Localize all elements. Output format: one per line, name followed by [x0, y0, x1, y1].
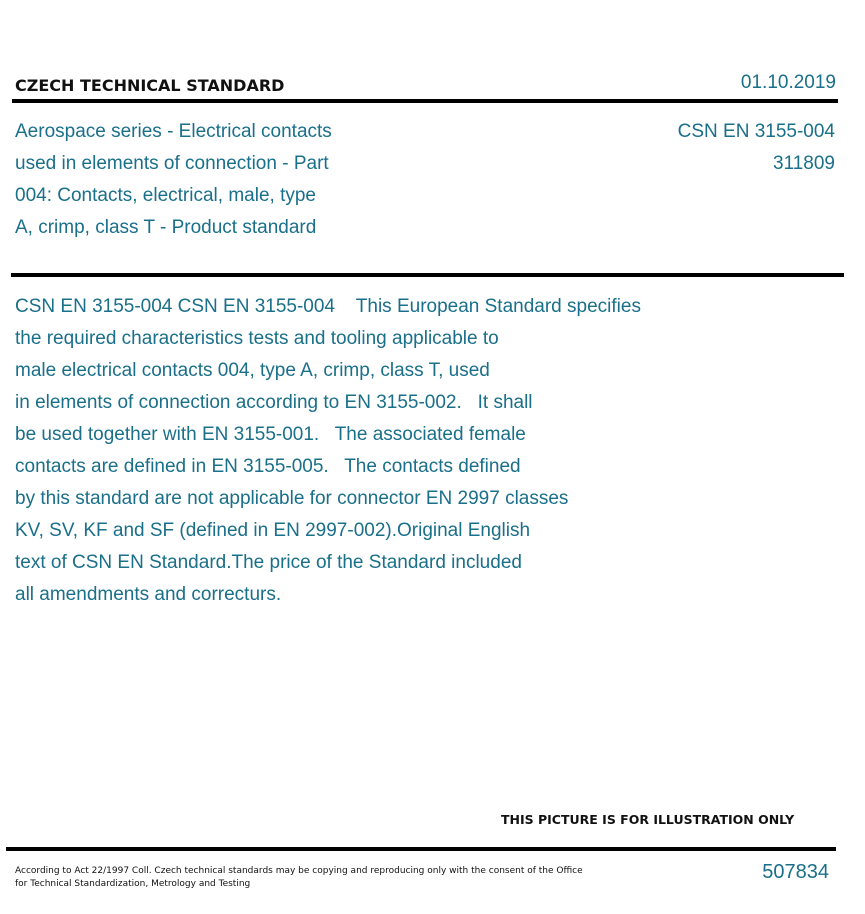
illustration-note: THIS PICTURE IS FOR ILLUSTRATION ONLY: [501, 812, 795, 827]
standard-title-line: A, crimp, class T - Product standard: [15, 217, 317, 238]
standard-title: [15, 116, 395, 244]
standard-title-line: used in elements of connection - Part: [15, 153, 329, 174]
legal-notice-line: According to Act 22/1997 Coll. Czech technical standards may be copying and reproducing only with the consent of the Office: [15, 866, 583, 876]
description-line: the required characteristics tests and tooling applicable to: [15, 328, 499, 349]
description-line: CSN EN 3155-004 CSN EN 3155-004 This European Standard specifies: [15, 296, 641, 317]
standard-code: CSN EN 3155-004: [677, 121, 835, 142]
description-line: in elements of connection according to EN 3155-002. It shall: [15, 392, 533, 413]
description-line: text of CSN EN Standard.The price of the Standard included: [15, 552, 522, 573]
description-line: contacts are defined in EN 3155-005. The contacts defined: [15, 456, 521, 477]
footer-divider: [6, 847, 836, 851]
description-line: by this standard are not applicable for connector EN 2997 classes: [15, 488, 569, 509]
document-id: 507834: [762, 861, 829, 883]
description-line: all amendments and correcturs.: [15, 584, 282, 605]
standard-title-line: Aerospace series - Electrical contacts: [15, 121, 332, 142]
standard-identifiers: [678, 116, 835, 180]
document-heading: CZECH TECHNICAL STANDARD: [15, 76, 285, 95]
standard-title-line: 004: Contacts, electrical, male, type: [15, 185, 316, 206]
publication-date: 01.10.2019: [740, 72, 836, 93]
header-divider: [12, 99, 838, 103]
description-line: male electrical contacts 004, type A, crimp, class T, used: [15, 360, 490, 381]
description-line: be used together with EN 3155-001. The associated female: [15, 424, 526, 445]
standard-description: [15, 291, 735, 611]
catalog-number: 311809: [773, 153, 835, 174]
description-line: KV, SV, KF and SF (defined in EN 2997-002).Original English: [15, 520, 531, 541]
legal-notice-line: for Technical Standardization, Metrology and Testing: [15, 878, 251, 889]
legal-notice: [15, 865, 595, 890]
title-divider: [11, 273, 844, 277]
